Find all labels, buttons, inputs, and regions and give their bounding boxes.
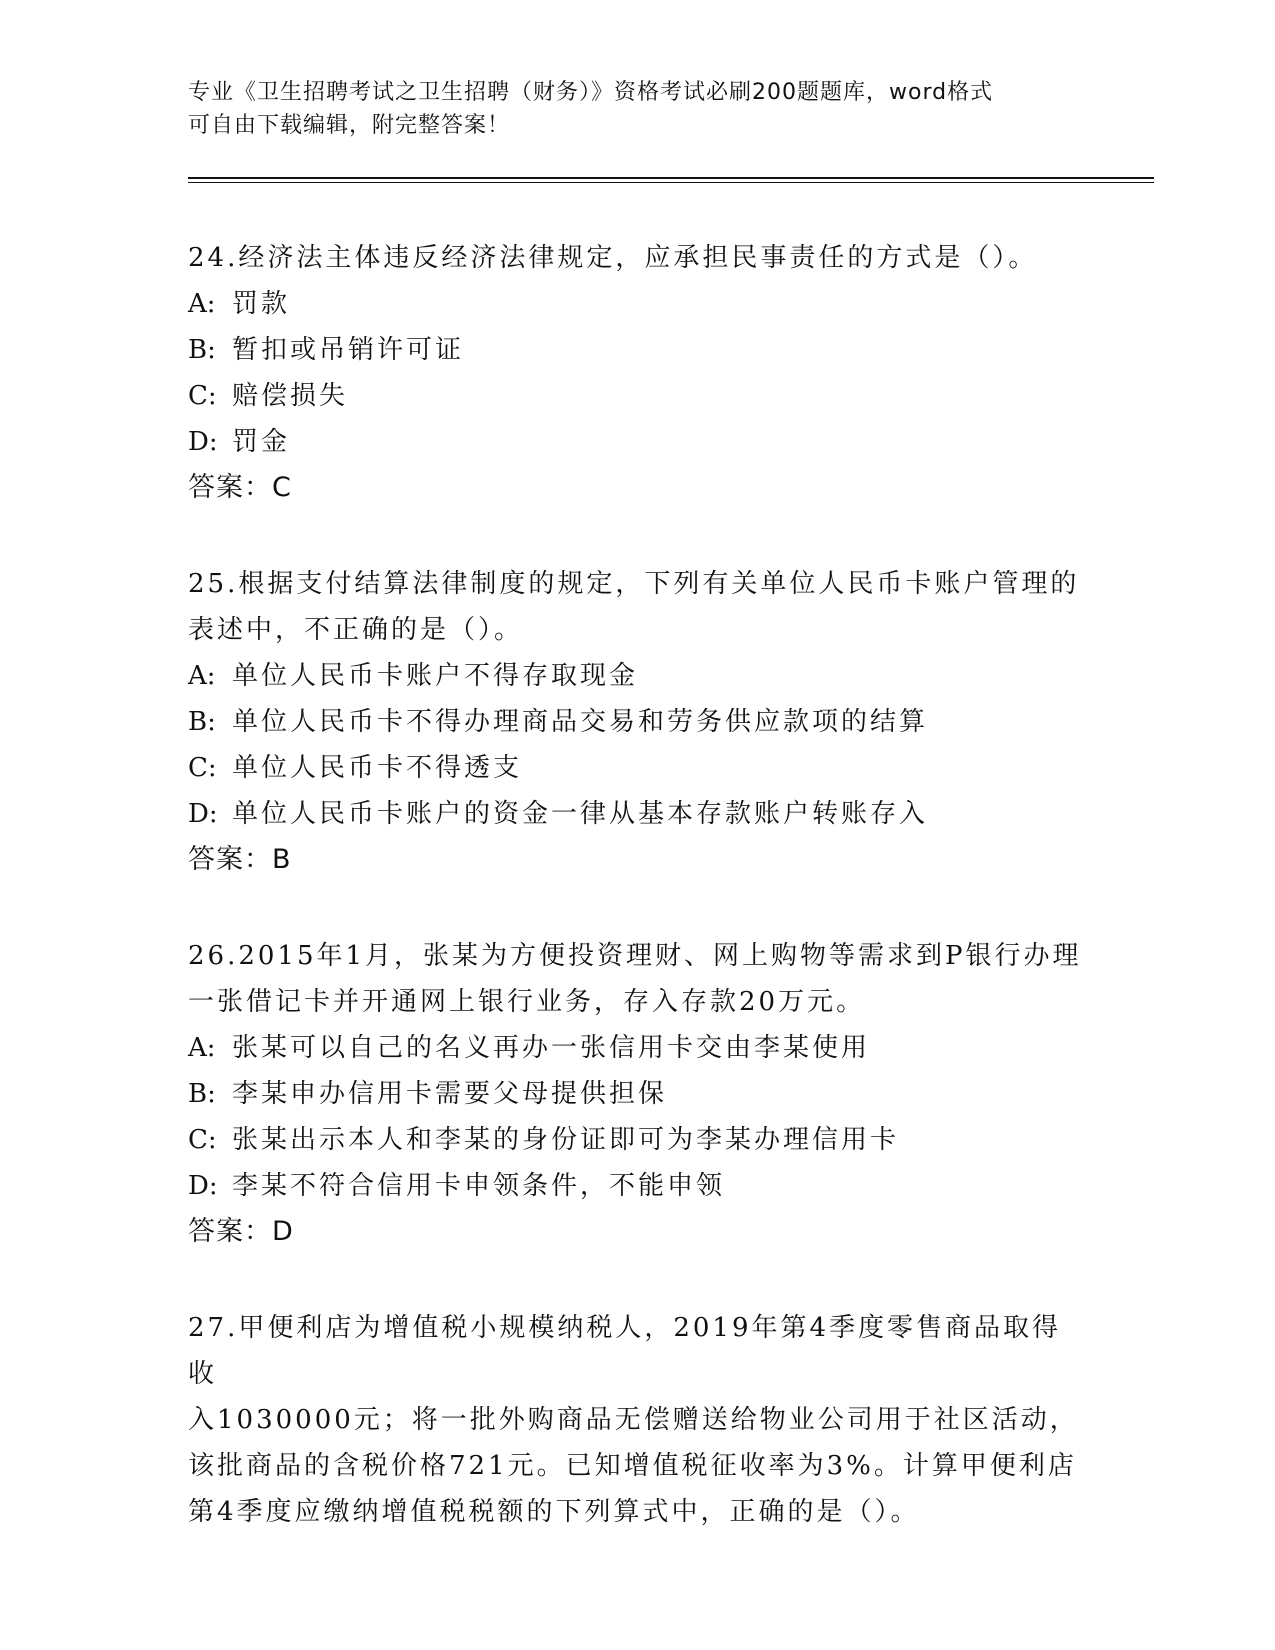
option-letter: A:: [188, 1033, 216, 1063]
question-stem: 该批商品的含税价格721元。已知增值税征收率为3%。计算甲便利店: [188, 1451, 1077, 1481]
option-letter: B:: [188, 1079, 216, 1109]
question-stem: 表述中，不正确的是（）。: [188, 615, 524, 645]
option-text: 单位人民币卡账户不得存取现金: [232, 661, 639, 691]
answer-key: 答案：C: [188, 472, 292, 503]
option-letter: B:: [188, 707, 216, 737]
option-text: 单位人民币卡不得办理商品交易和劳务供应款项的结算: [232, 707, 929, 737]
option-letter: A:: [188, 289, 216, 319]
answer-key: 答案：D: [188, 1216, 294, 1247]
answer-option: [188, 327, 1088, 373]
answer-option: [188, 373, 1088, 419]
answer-option: [188, 1163, 1088, 1209]
question-block: [188, 933, 1088, 1255]
option-text: 暂扣或吊销许可证: [232, 335, 465, 365]
question-stem: 26.2015年1月，张某为方便投资理财、网上购物等需求到P银行办理: [188, 941, 1082, 971]
option-text: 张某出示本人和李某的身份证即可为李某办理信用卡: [232, 1125, 900, 1155]
option-text: 单位人民币卡账户的资金一律从基本存款账户转账存入: [232, 799, 929, 829]
header-divider-thin: [188, 182, 1154, 183]
option-text: 单位人民币卡不得透支: [232, 753, 523, 783]
question-stem: 入1030000元；将一批外购商品无偿赠送给物业公司用于社区活动，: [188, 1405, 1079, 1435]
answer-option: [188, 419, 1088, 465]
answer-option: [188, 745, 1088, 791]
option-text: 李某不符合信用卡申领条件，不能申领: [232, 1171, 726, 1201]
option-letter: C:: [188, 1125, 217, 1155]
question-stem: 24.经济法主体违反经济法律规定，应承担民事责任的方式是（）。: [188, 243, 1038, 273]
option-letter: C:: [188, 381, 217, 411]
answer-option: [188, 1071, 1088, 1117]
option-text: 李某申办信用卡需要父母提供担保: [232, 1079, 668, 1109]
option-letter: C:: [188, 753, 217, 783]
question-stem: 第4季度应缴纳增值税税额的下列算式中，正确的是（）。: [188, 1497, 920, 1527]
answer-option: [188, 653, 1088, 699]
answer-option: [188, 699, 1088, 745]
answer-option: [188, 281, 1088, 327]
option-text: 罚金: [232, 427, 291, 457]
question-stem: 25.根据支付结算法律制度的规定，下列有关单位人民币卡账户管理的: [188, 569, 1080, 599]
option-letter: D:: [188, 799, 218, 829]
option-text: 张某可以自己的名义再办一张信用卡交由李某使用: [232, 1033, 871, 1063]
option-text: 罚款: [232, 289, 291, 319]
option-letter: B:: [188, 335, 216, 365]
option-text: 赔偿损失: [232, 381, 349, 411]
header-line-2: 可自由下载编辑，附完整答案！: [188, 113, 511, 138]
answer-option: [188, 1117, 1088, 1163]
answer-option: [188, 1025, 1088, 1071]
option-letter: A:: [188, 661, 216, 691]
document-header: [188, 76, 1088, 142]
answer-option: [188, 791, 1088, 837]
option-letter: D:: [188, 427, 218, 457]
question-stem: 一张借记卡并开通网上银行业务，存入存款20万元。: [188, 987, 866, 1017]
question-list: [188, 235, 1088, 1585]
question-block: [188, 235, 1088, 511]
option-letter: D:: [188, 1171, 218, 1201]
header-line-1: 专业《卫生招聘考试之卫生招聘（财务）》资格考试必刷200题题库，word格式: [188, 80, 994, 105]
question-stem: 27.甲便利店为增值税小规模纳税人，2019年第4季度零售商品取得收: [188, 1313, 1062, 1389]
question-block: [188, 561, 1088, 883]
question-block: [188, 1305, 1088, 1535]
header-divider: [188, 177, 1154, 179]
answer-key: 答案：B: [188, 844, 292, 875]
